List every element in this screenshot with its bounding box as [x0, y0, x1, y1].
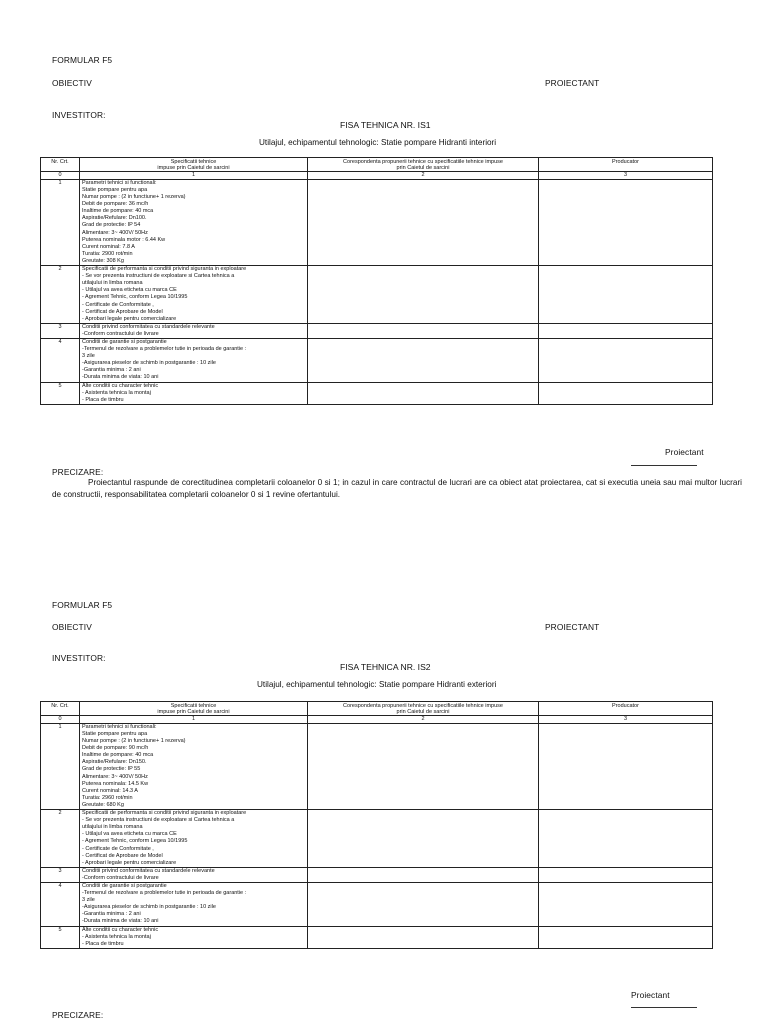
equipment-line: Utilajul, echipamentul tehnologic: Statie pompare Hidranti exteriori [257, 680, 497, 689]
row-number: 4 [41, 882, 80, 926]
spec-line: - Certificat de Aprobare de Model [82, 852, 163, 859]
note-text: Proiectantul raspunde de corectitudinea completarii coloanelor 0 si 1; in cazul in care contractul de lucrari are ca obiect atat proiectarea, cat si executia uneia sau mai multor lucrari de constructii, responsabilitatea completarii coloanelor 0 si 1 revine ofertantului. [52, 478, 742, 499]
spec-line: Grad de protectie: IP 55 [82, 766, 141, 773]
correspondence-cell[interactable] [308, 382, 539, 404]
correspondence-cell[interactable] [308, 323, 539, 338]
spec-line: - Certificate de Conformitate , [82, 301, 154, 308]
spec-line: Greutate: 308 Kg [82, 257, 124, 264]
column-index-row [41, 172, 713, 180]
designer-label: PROIECTANT [545, 78, 600, 88]
table-row [41, 867, 713, 882]
equipment-line: Utilajul, echipamentul tehnologic: Statie pompare Hidranti interiori [259, 138, 497, 147]
spec-line: -Conform contractului de livrare [82, 874, 159, 881]
investor-label: INVESTITOR: [52, 653, 106, 663]
table-header-row [41, 702, 713, 716]
spec-line: -Garantia minima : 2 ani [82, 911, 141, 918]
spec-line: Inaltime de pompare: 40 mca [82, 208, 154, 215]
producer-cell[interactable] [539, 266, 713, 324]
header-producer: Producator [539, 158, 713, 172]
header-correspondence: Corespondenta propunerii tehnice cu specificatiile tehnice impuse prin Caietul de sarcini [308, 158, 539, 172]
column-index: 0 [41, 172, 80, 180]
row-specifications [80, 338, 308, 382]
spec-line: - Placa de timbru [82, 396, 124, 403]
spec-line: 3 zile [82, 897, 95, 904]
technical-sheet-table [40, 157, 713, 405]
spec-line: - Se vor prezenta instructiuni de exploatare si Cartea tehnica a [82, 273, 235, 280]
correspondence-cell[interactable] [308, 867, 539, 882]
objective-label: OBIECTIV [52, 622, 92, 632]
row-specifications [80, 723, 308, 809]
spec-line: Conditii de garantie si postgarantie [82, 882, 167, 889]
spec-line: Turatia: 2900 rot/min [82, 250, 133, 257]
correspondence-cell[interactable] [308, 723, 539, 809]
sheet-title: FISA TEHNICA NR. IS1 [340, 120, 431, 130]
spec-line: Statie pompare pentru apa [82, 731, 148, 737]
spec-line: Aspiratie/Refulare: Dn150. [82, 759, 147, 766]
signature-label: Proiectant [631, 990, 670, 1000]
header-nr: Nr. Crt. [41, 702, 80, 716]
spec-line: -Asigurarea pieselor de schimb in postgarantie : 10 zile [82, 360, 216, 367]
spec-line: -Asigurarea pieselor de schimb in postgarantie : 10 zile [82, 904, 216, 911]
sheet-title: FISA TEHNICA NR. IS2 [340, 662, 431, 672]
spec-line: -Conform contractului de livrare [82, 330, 159, 337]
spec-line: - Agrement Tehnic, conform Legea 10/1995 [82, 294, 188, 301]
spec-line: - Certificate de Conformitate , [82, 845, 154, 852]
designer-label: PROIECTANT [545, 622, 600, 632]
table-row [41, 810, 713, 868]
note-label: PRECIZARE: [52, 1010, 104, 1020]
row-number: 1 [41, 179, 80, 265]
spec-line: Curent nominal: 7.8 A [82, 243, 135, 250]
table-row [41, 382, 713, 404]
note-label: PRECIZARE: [52, 467, 104, 477]
correspondence-cell[interactable] [308, 338, 539, 382]
spec-line: Aspiratie/Refulare: Dn100. [82, 215, 147, 222]
form-label: FORMULAR F5 [52, 55, 113, 65]
row-specifications [80, 810, 308, 868]
column-index: 1 [80, 716, 308, 724]
spec-line: -Garantia minima : 2 ani [82, 367, 141, 374]
spec-line: - Utilajul va avea eticheta cu marca CE [82, 287, 177, 294]
spec-line: Puterea nominala: 14.5 Kw [82, 780, 149, 787]
row-specifications [80, 266, 308, 324]
producer-cell[interactable] [539, 179, 713, 265]
producer-cell[interactable] [539, 338, 713, 382]
spec-line: - Placa de timbru [82, 940, 124, 947]
form-label: FORMULAR F5 [52, 600, 113, 610]
spec-line: - Agrement Tehnic, conform Legea 10/1995 [82, 838, 188, 845]
correspondence-cell[interactable] [308, 266, 539, 324]
spec-line: -Durata minima de viata: 10 ani [82, 374, 159, 381]
row-specifications [80, 323, 308, 338]
spec-line: utilajului in limba romana [82, 280, 143, 287]
signature-line [631, 1007, 697, 1008]
header-correspondence: Corespondenta propunerii tehnice cu specificatiile tehnice impuse prin Caietul de sarcini [308, 702, 539, 716]
spec-line: Conditii privind conformitatea cu standardele relevante [82, 323, 215, 330]
spec-line: Debit de pompare: 90 mc/h [82, 745, 149, 752]
row-specifications [80, 882, 308, 926]
spec-line: - Aprobari legale pentru comercializare [82, 315, 177, 322]
spec-line: Parametri tehnici si functionali: [82, 723, 157, 730]
investor-label: INVESTITOR: [52, 110, 106, 120]
spec-line: Conditii privind conformitatea cu standardele relevante [82, 867, 215, 874]
spec-line: Specificatii de performanta si conditii privind siguranta in exploatare [82, 810, 247, 817]
row-number: 2 [41, 810, 80, 868]
row-number: 5 [41, 382, 80, 404]
producer-cell[interactable] [539, 323, 713, 338]
spec-line: - Asistenta tehnica la montaj [82, 933, 151, 940]
spec-line: Inaltime de pompare: 40 mca [82, 752, 154, 759]
row-specifications [80, 382, 308, 404]
header-specifications: Specificatii tehnice impuse prin Caietul de sarcini [80, 702, 308, 716]
table-row [41, 179, 713, 265]
signature-line [631, 465, 697, 466]
spec-line: Debit de pompare: 36 mc/h [82, 201, 149, 208]
column-index: 3 [539, 172, 713, 180]
spec-line: Alimentare: 3~ 400V/ 50Hz [82, 229, 148, 236]
spec-line: - Aprobari legale pentru comercializare [82, 859, 177, 866]
table-row [41, 926, 713, 948]
producer-cell[interactable] [539, 810, 713, 868]
producer-cell[interactable] [539, 926, 713, 948]
form-section [0, 545, 768, 1024]
spec-line: Specificatii de performanta si conditii privind siguranta in exploatare [82, 266, 247, 273]
spec-line: Alte conditii cu character tehnic [82, 382, 159, 389]
spec-line: - Utilajul va avea eticheta cu marca CE [82, 831, 177, 838]
table-row [41, 723, 713, 809]
column-index: 2 [308, 716, 539, 724]
table-row [41, 338, 713, 382]
objective-label: OBIECTIV [52, 78, 92, 88]
spec-line: Alimentare: 3~ 400V/ 50Hz [82, 773, 148, 780]
correspondence-cell[interactable] [308, 810, 539, 868]
correspondence-cell[interactable] [308, 179, 539, 265]
column-index: 1 [80, 172, 308, 180]
spec-line: - Certificat de Aprobare de Model [82, 308, 163, 315]
spec-line: Puterea nominala motor : 6.44 Kw [82, 236, 166, 243]
row-number: 1 [41, 723, 80, 809]
producer-cell[interactable] [539, 723, 713, 809]
producer-cell[interactable] [539, 382, 713, 404]
table-row [41, 882, 713, 926]
row-specifications [80, 179, 308, 265]
row-number: 5 [41, 926, 80, 948]
spec-line: Alte conditii cu character tehnic [82, 926, 159, 933]
spec-line: Curent nominal: 14.3 A [82, 787, 138, 794]
spec-line: Numar pompe : (2 in functiune+ 1 rezerva) [82, 194, 186, 201]
column-index: 0 [41, 716, 80, 724]
spec-line: Statie pompare pentru apa [82, 187, 148, 193]
correspondence-cell[interactable] [308, 882, 539, 926]
row-specifications [80, 926, 308, 948]
row-number: 3 [41, 323, 80, 338]
spec-line: -Termenul de rezolvare a problemelor tutie in perioada de garantie : [82, 890, 247, 897]
spec-line: Grad de protectie: IP 54 [82, 222, 141, 229]
correspondence-cell[interactable] [308, 926, 539, 948]
spec-line: Numar pompe : (2 in functiune+ 1 rezerva) [82, 738, 186, 745]
table-header-row [41, 158, 713, 172]
header-producer: Producator [539, 702, 713, 716]
spec-line: -Durata minima de viata: 10 ani [82, 918, 159, 925]
header-specifications: Specificatii tehnice impuse prin Caietul de sarcini [80, 158, 308, 172]
spec-line: Parametri tehnici si functionali: [82, 179, 157, 186]
producer-cell[interactable] [539, 882, 713, 926]
spec-line: Conditii de garantie si postgarantie [82, 338, 167, 345]
signature-label: Proiectant [665, 447, 704, 457]
spec-line: 3 zile [82, 353, 95, 360]
row-number: 2 [41, 266, 80, 324]
technical-sheet-table [40, 701, 713, 949]
column-index: 2 [308, 172, 539, 180]
spec-line: Greutate: 680 Kg [82, 801, 124, 808]
spec-line: - Se vor prezenta instructiuni de exploatare si Cartea tehnica a [82, 817, 235, 824]
spec-line: Turatia: 2960 rot/min [82, 794, 133, 801]
producer-cell[interactable] [539, 867, 713, 882]
spec-line: -Termenul de rezolvare a problemelor tutie in perioada de garantie : [82, 346, 247, 353]
spec-line: utilajului in limba romana [82, 824, 143, 831]
row-number: 3 [41, 867, 80, 882]
spec-line: - Asistenta tehnica la montaj [82, 389, 151, 396]
header-nr: Nr. Crt. [41, 158, 80, 172]
column-index: 3 [539, 716, 713, 724]
column-index-row [41, 716, 713, 724]
table-row [41, 323, 713, 338]
table-row [41, 266, 713, 324]
row-number: 4 [41, 338, 80, 382]
row-specifications [80, 867, 308, 882]
